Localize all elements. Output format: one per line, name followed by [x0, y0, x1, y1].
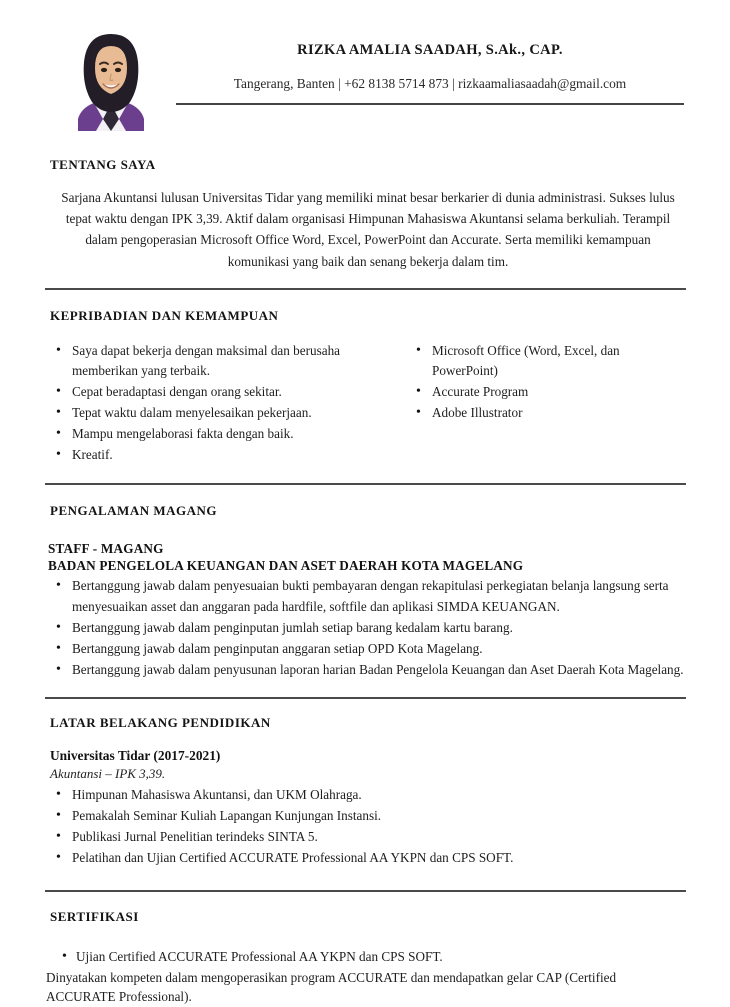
list-item: • Mampu mengelaborasi fakta dengan baik. — [50, 424, 406, 444]
about-paragraph: Sarjana Akuntansi lulusan Universitas Tidar yang memiliki minat besar berkarier di dunia administrasi. Sukses lulus tepat waktu dengan IPK 3,39. Aktif dalam organisasi Himpunan Mahasiswa Akuntansi selama berkuliah. Terampil dalam pengoperasian Microsoft Office Word, Excel, PowerPoint dan Accurate. Serta memiliki kemampuan komunikasi yang baik dan senang bekerja dalam tim. — [61, 189, 675, 269]
list-item: • Kreatif. — [50, 445, 406, 465]
list-item: • Accurate Program — [410, 382, 686, 402]
section-experience — [0, 485, 730, 680]
job-organization: BADAN PENGELOLA KEUANGAN DAN ASET DAERAH KOTA MAGELANG — [48, 557, 524, 573]
header-text-block — [152, 22, 684, 105]
list-item: • Cepat beradaptasi dengan orang sekitar. — [50, 382, 406, 402]
certification-list — [50, 947, 686, 967]
education-school: Universitas Tidar (2017-2021) — [50, 748, 221, 764]
avatar — [70, 26, 152, 131]
list-item: • Himpunan Mahasiswa Akuntansi, dan UKM Olahraga. — [50, 785, 686, 805]
list-item: • Pelatihan dan Ujian Certified ACCURATE Professional AA YKPN dan CPS SOFT. — [50, 848, 686, 868]
list-item: • Bertanggung jawab dalam penginputan anggaran setiap OPD Kota Magelang. — [50, 639, 686, 659]
contact-line: Tangerang, Banten | +62 8138 5714 873 | rizkaamaliasaadah@gmail.com — [233, 76, 627, 92]
education-activity-list — [50, 785, 686, 868]
section-certification — [0, 892, 730, 1007]
section-title-experience: PENGALAMAN MAGANG — [50, 503, 218, 519]
list-item: • Ujian Certified ACCURATE Professional AA YKPN dan CPS SOFT. — [50, 947, 686, 967]
skills-columns — [50, 341, 686, 466]
list-item: • Bertanggung jawab dalam penyesuaian bukti pembayaran dengan rekapitulasi perkegiatan belanja langsung serta menyesuaikan asset dan anggaran pada hardfile, softfile dan aplikasi SIMDA KEUANGAN. — [50, 576, 686, 616]
list-item: • Bertanggung jawab dalam penginputan jumlah setiap barang kedalam kartu barang. — [50, 618, 686, 638]
personality-list — [50, 341, 406, 465]
section-about — [0, 131, 730, 272]
experience-duty-list — [50, 576, 686, 679]
list-item: • Pemakalah Seminar Kuliah Lapangan Kunjungan Instansi. — [50, 806, 686, 826]
list-item: • Adobe Illustrator — [410, 403, 686, 423]
section-title-education: LATAR BELAKANG PENDIDIKAN — [50, 714, 271, 730]
section-education — [0, 699, 730, 868]
education-entry — [50, 747, 686, 868]
header-divider — [176, 103, 684, 105]
section-title-skills: KEPRIBADIAN DAN KEMAMPUAN — [50, 308, 279, 324]
education-major: Akuntansi – IPK 3,39. — [50, 766, 166, 782]
abilities-column — [406, 341, 686, 424]
abilities-list — [410, 341, 686, 423]
portrait-photo-icon — [70, 26, 152, 131]
section-title-certification: SERTIFIKASI — [50, 909, 139, 925]
list-item: • Bertanggung jawab dalam penyusunan laporan harian Badan Pengelola Keuangan dan Aset Daerah Kota Magelang. — [50, 660, 686, 680]
resume-header — [0, 0, 730, 131]
job-role: STAFF - MAGANG — [48, 540, 164, 556]
personality-column — [50, 341, 406, 466]
list-item: • Saya dapat bekerja dengan maksimal dan berusaha memberikan yang terbaik. — [50, 341, 406, 381]
certification-note: Dinyatakan kompeten dalam mengoperasikan program ACCURATE dan mendapatkan gelar CAP (Certified ACCURATE Professional). — [46, 969, 617, 1005]
section-title-about: TENTANG SAYA — [50, 157, 156, 172]
list-item: • Publikasi Jurnal Penelitian terindeks SINTA 5. — [50, 827, 686, 847]
list-item: • Microsoft Office (Word, Excel, dan PowerPoint) — [410, 341, 686, 381]
section-skills — [0, 290, 730, 466]
page-title: RIZKA AMALIA SAADAH, S.Ak., CAP. — [297, 42, 563, 58]
list-item: • Tepat waktu dalam menyelesaikan pekerjaan. — [50, 403, 406, 423]
experience-entry — [50, 541, 686, 680]
